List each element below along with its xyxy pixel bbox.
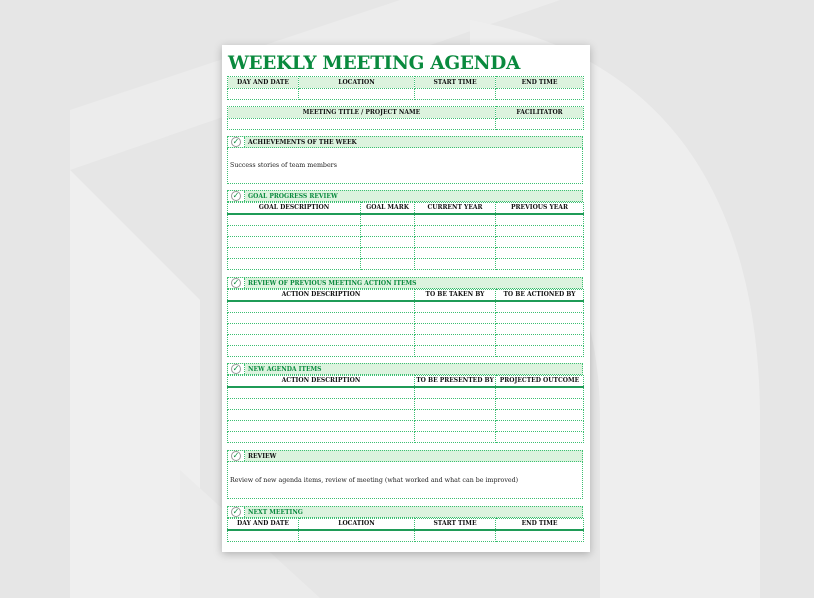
table-cell[interactable] [361,258,415,269]
checkmark-circle-icon: ✓ [228,137,245,147]
table-cell[interactable] [496,214,584,225]
goal-progress-section [227,190,583,202]
table-cell[interactable] [415,312,496,323]
table-row [228,334,584,345]
section-notes[interactable]: Success stories of team members [227,148,583,184]
column-header: PREVIOUS YEAR [496,203,584,215]
checkmark-circle-icon: ✓ [228,507,245,517]
achievements-section [227,136,583,184]
table-cell[interactable] [228,398,415,409]
column-header: DAY AND DATE [228,77,299,89]
table-row [228,345,584,356]
section-title: NEXT MEETING [248,508,303,516]
table-cell[interactable] [496,312,584,323]
table-cell[interactable] [496,334,584,345]
goal-progress-table [227,202,583,270]
table-cell[interactable] [496,323,584,334]
column-header: START TIME [415,519,496,531]
table-cell[interactable] [228,214,361,225]
table-cell[interactable] [496,530,584,541]
section-title: REVIEW [248,452,277,460]
column-header: ACTION DESCRIPTION [228,376,415,388]
table-cell[interactable] [228,409,415,420]
section-header [227,450,583,462]
column-header: START TIME [415,77,496,89]
checkmark-circle-icon: ✓ [228,278,245,288]
column-header: TO BE PRESENTED BY [415,376,496,388]
table-cell[interactable] [415,247,496,258]
table-cell[interactable] [415,301,496,312]
table-row [228,420,584,431]
table-cell[interactable] [415,409,496,420]
table-cell[interactable] [299,530,415,541]
section-title: ACHIEVEMENTS OF THE WEEK [248,138,357,146]
column-header: TO BE ACTIONED BY [496,290,584,302]
column-header: PROJECTED OUTCOME [496,376,584,388]
section-notes[interactable]: Review of new agenda items, review of meeting (what worked and what can be improved) [227,462,583,499]
section-header [227,190,583,202]
table-row [228,398,584,409]
column-header: TO BE TAKEN BY [415,290,496,302]
table-cell[interactable] [496,247,584,258]
table-cell[interactable] [361,214,415,225]
column-header: MEETING TITLE / PROJECT NAME [228,107,496,119]
column-header: FACILITATOR [496,107,584,119]
column-header: LOCATION [299,519,415,531]
table-cell[interactable] [415,258,496,269]
table-cell[interactable] [415,334,496,345]
table-cell[interactable] [228,530,299,541]
table-cell[interactable] [415,323,496,334]
table-cell[interactable] [228,301,415,312]
table-cell[interactable] [228,420,415,431]
table-cell[interactable] [496,431,584,442]
column-header: LOCATION [299,77,415,89]
section-header [227,363,583,375]
table-cell[interactable] [415,398,496,409]
table-cell[interactable] [415,387,496,398]
table-row [228,323,584,334]
table-cell[interactable] [228,312,415,323]
table-cell[interactable] [496,258,584,269]
table-row [228,214,584,225]
table-row [228,258,584,269]
review-section [227,450,583,499]
column-header: CURRENT YEAR [415,203,496,215]
table-cell[interactable] [415,89,496,100]
table-cell[interactable] [496,387,584,398]
table-row [228,301,584,312]
table-cell[interactable] [361,236,415,247]
checkmark-circle-icon: ✓ [228,191,245,201]
table-cell[interactable] [496,409,584,420]
table-cell[interactable] [228,247,361,258]
new-agenda-table [227,375,583,443]
column-header: END TIME [496,519,584,531]
table-row [228,236,584,247]
table-cell[interactable] [415,420,496,431]
checkmark-circle-icon: ✓ [228,451,245,461]
table-row [228,89,584,100]
checkmark-circle-icon: ✓ [228,364,245,374]
table-cell[interactable] [361,247,415,258]
table-row [228,530,584,541]
agenda-page [222,45,590,552]
section-header [227,506,583,518]
table-cell[interactable] [228,345,415,356]
column-header: END TIME [496,77,584,89]
table-cell[interactable] [415,236,496,247]
table-row [228,431,584,442]
table-row [228,387,584,398]
next-meeting-table [227,518,583,542]
table-cell[interactable] [228,225,361,236]
table-cell[interactable] [415,214,496,225]
section-title: NEW AGENDA ITEMS [248,365,322,373]
table-cell[interactable] [415,345,496,356]
column-header: ACTION DESCRIPTION [228,290,415,302]
table-row [228,247,584,258]
table-cell[interactable] [496,119,584,130]
table-cell[interactable] [496,225,584,236]
table-cell[interactable] [228,236,361,247]
page-title: WEEKLY MEETING AGENDA [228,53,521,74]
table-row [228,409,584,420]
column-header: GOAL DESCRIPTION [228,203,361,215]
table-cell[interactable] [415,225,496,236]
section-header [227,136,583,148]
column-header: GOAL MARK [361,203,415,215]
table-cell[interactable] [496,345,584,356]
section-title: REVIEW OF PREVIOUS MEETING ACTION ITEMS [248,279,417,287]
table-cell[interactable] [228,89,299,100]
table-row [228,312,584,323]
new-agenda-section [227,363,583,375]
table-cell[interactable] [496,420,584,431]
table-cell[interactable] [415,530,496,541]
table-cell[interactable] [496,236,584,247]
table-cell[interactable] [496,398,584,409]
section-title: GOAL PROGRESS REVIEW [248,192,338,200]
table-cell[interactable] [228,119,496,130]
meeting-info-table [227,76,583,100]
table-cell[interactable] [496,89,584,100]
column-header: DAY AND DATE [228,519,299,531]
table-cell[interactable] [415,431,496,442]
table-cell[interactable] [496,301,584,312]
table-cell[interactable] [299,89,415,100]
previous-actions-table [227,289,583,357]
table-cell[interactable] [361,225,415,236]
table-cell[interactable] [228,258,361,269]
table-cell[interactable] [228,334,415,345]
table-cell[interactable] [228,431,415,442]
next-meeting-section [227,506,583,518]
meeting-title-table [227,106,583,130]
table-cell[interactable] [228,387,415,398]
table-row [228,119,584,130]
section-header [227,277,583,289]
table-cell[interactable] [228,323,415,334]
table-row [228,225,584,236]
previous-actions-section [227,277,583,289]
